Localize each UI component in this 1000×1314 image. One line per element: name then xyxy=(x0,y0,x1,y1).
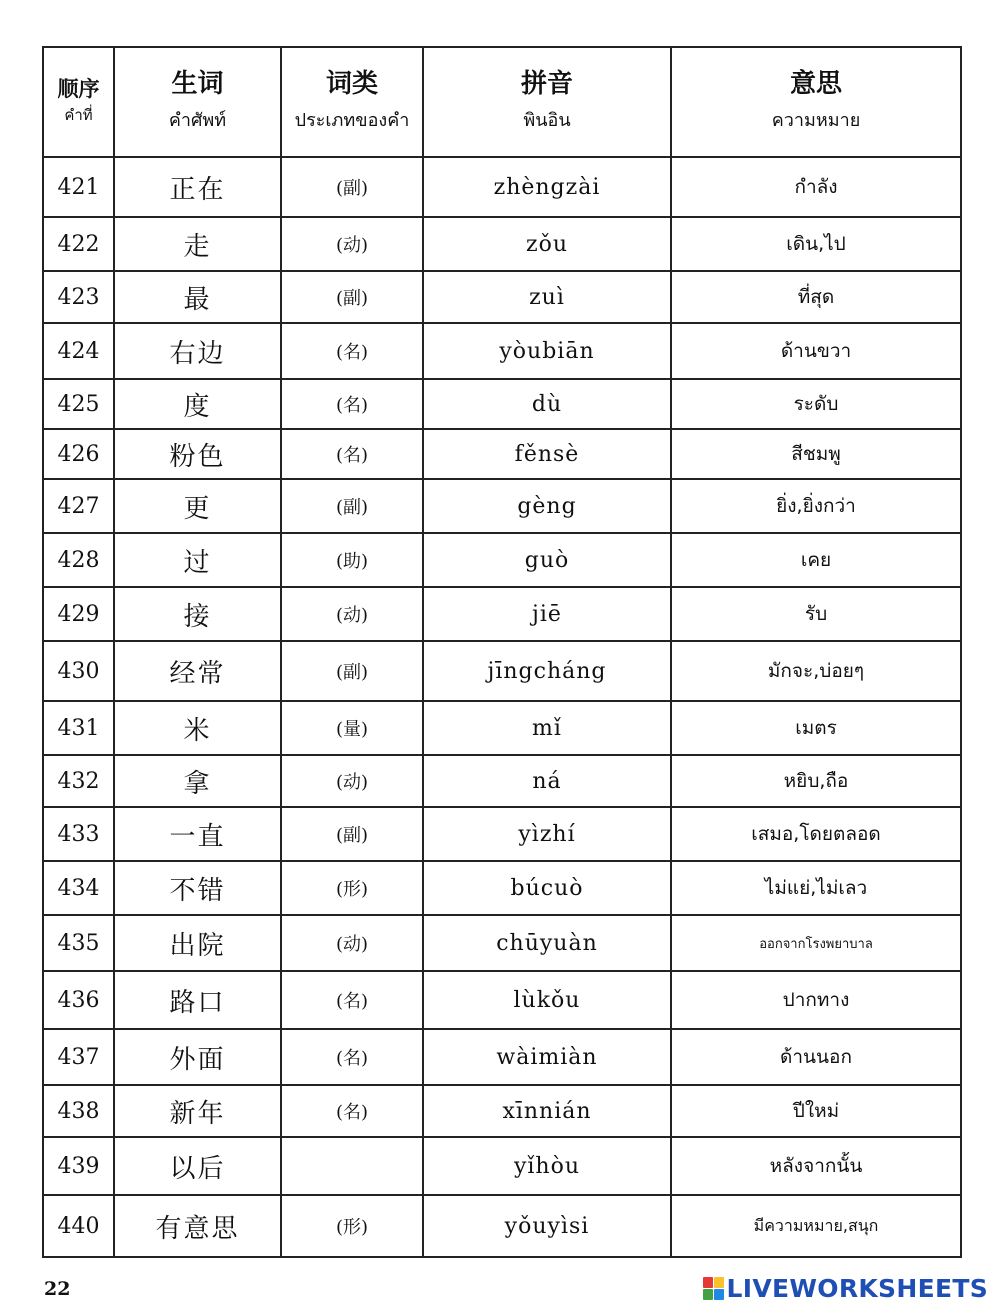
row-word-type: (名) xyxy=(281,323,423,379)
table-row xyxy=(43,271,961,323)
table-row xyxy=(43,807,961,861)
row-pinyin: wàimiàn xyxy=(423,1029,671,1085)
row-pinyin: zǒu xyxy=(423,217,671,271)
row-number: 429 xyxy=(43,587,114,641)
table-row xyxy=(43,1195,961,1257)
row-word: 以后 xyxy=(114,1137,281,1195)
row-word: 米 xyxy=(114,701,281,755)
row-number: 427 xyxy=(43,479,114,533)
row-number: 428 xyxy=(43,533,114,587)
row-word-type: (副) xyxy=(281,157,423,217)
row-word-type: (名) xyxy=(281,1085,423,1137)
row-word-type: (副) xyxy=(281,641,423,701)
row-word: 过 xyxy=(114,533,281,587)
row-word: 走 xyxy=(114,217,281,271)
table-row xyxy=(43,479,961,533)
row-word-type: (助) xyxy=(281,533,423,587)
row-number: 423 xyxy=(43,271,114,323)
row-word: 外面 xyxy=(114,1029,281,1085)
row-meaning: เดิน,ไป xyxy=(671,217,961,271)
row-word-type: (形) xyxy=(281,1195,423,1257)
row-word: 路口 xyxy=(114,971,281,1029)
row-number: 438 xyxy=(43,1085,114,1137)
row-number: 432 xyxy=(43,755,114,807)
row-word: 粉色 xyxy=(114,429,281,479)
row-pinyin: jiē xyxy=(423,587,671,641)
header-type-zh: 词类 xyxy=(325,68,378,99)
row-number: 426 xyxy=(43,429,114,479)
row-number: 440 xyxy=(43,1195,114,1257)
liveworksheets-logo xyxy=(703,1274,988,1303)
row-meaning: สีชมพู xyxy=(671,429,961,479)
header-order xyxy=(43,47,114,157)
table-row xyxy=(43,533,961,587)
row-meaning: หลังจากนั้น xyxy=(671,1137,961,1195)
row-meaning: ระดับ xyxy=(671,379,961,429)
row-meaning: ออกจากโรงพยาบาล xyxy=(671,915,961,971)
table-row xyxy=(43,217,961,271)
row-word: 出院 xyxy=(114,915,281,971)
row-word: 更 xyxy=(114,479,281,533)
row-pinyin: xīnnián xyxy=(423,1085,671,1137)
table-row xyxy=(43,323,961,379)
row-word: 不错 xyxy=(114,861,281,915)
row-meaning: ปีใหม่ xyxy=(671,1085,961,1137)
logo-square-yellow xyxy=(714,1277,724,1288)
row-number: 430 xyxy=(43,641,114,701)
row-word: 度 xyxy=(114,379,281,429)
table-row xyxy=(43,701,961,755)
table-row xyxy=(43,1137,961,1195)
row-word: 一直 xyxy=(114,807,281,861)
header-meaning-zh: 意思 xyxy=(789,68,842,99)
header-order-th: คำที่ xyxy=(64,106,93,125)
row-meaning: ที่สุด xyxy=(671,271,961,323)
header-word-zh: 生词 xyxy=(171,68,224,99)
row-pinyin: chūyuàn xyxy=(423,915,671,971)
table-row xyxy=(43,429,961,479)
header-pinyin xyxy=(423,47,671,157)
table-row xyxy=(43,861,961,915)
row-word-type: (动) xyxy=(281,755,423,807)
row-meaning: ไม่แย่,ไม่เลว xyxy=(671,861,961,915)
row-word-type: (动) xyxy=(281,217,423,271)
row-word-type: (动) xyxy=(281,915,423,971)
row-word-type: (副) xyxy=(281,807,423,861)
row-pinyin: búcuò xyxy=(423,861,671,915)
header-pinyin-th: พินอิน xyxy=(523,110,571,132)
row-number: 431 xyxy=(43,701,114,755)
row-number: 439 xyxy=(43,1137,114,1195)
row-pinyin: yǐhòu xyxy=(423,1137,671,1195)
row-number: 437 xyxy=(43,1029,114,1085)
row-pinyin: gèng xyxy=(423,479,671,533)
header-type xyxy=(281,47,423,157)
page-number: 22 xyxy=(44,1278,71,1300)
row-word-type: (名) xyxy=(281,379,423,429)
row-pinyin: zuì xyxy=(423,271,671,323)
table-row xyxy=(43,1029,961,1085)
row-number: 421 xyxy=(43,157,114,217)
table-row xyxy=(43,915,961,971)
header-meaning-th: ความหมาย xyxy=(771,110,861,132)
row-meaning: รับ xyxy=(671,587,961,641)
row-word-type: (名) xyxy=(281,971,423,1029)
row-word: 有意思 xyxy=(114,1195,281,1257)
table-row xyxy=(43,157,961,217)
row-number: 436 xyxy=(43,971,114,1029)
row-word-type: (名) xyxy=(281,429,423,479)
table-row xyxy=(43,587,961,641)
row-word-type: (形) xyxy=(281,861,423,915)
row-meaning: หยิบ,ถือ xyxy=(671,755,961,807)
header-pinyin-zh: 拼音 xyxy=(520,68,573,99)
vocabulary-table xyxy=(42,46,962,1258)
row-word-type: (副) xyxy=(281,271,423,323)
header-order-zh: 顺序 xyxy=(57,75,100,101)
row-pinyin: guò xyxy=(423,533,671,587)
row-word: 正在 xyxy=(114,157,281,217)
table-row xyxy=(43,641,961,701)
row-meaning: ปากทาง xyxy=(671,971,961,1029)
row-word-type: (名) xyxy=(281,1029,423,1085)
row-pinyin: fěnsè xyxy=(423,429,671,479)
logo-square-blue xyxy=(714,1289,724,1300)
table-row xyxy=(43,379,961,429)
logo-squares-icon xyxy=(703,1277,724,1300)
row-word-type xyxy=(281,1137,423,1195)
row-number: 422 xyxy=(43,217,114,271)
row-pinyin: mǐ xyxy=(423,701,671,755)
row-number: 435 xyxy=(43,915,114,971)
row-word-type: (动) xyxy=(281,587,423,641)
row-word: 右边 xyxy=(114,323,281,379)
row-pinyin: yòubiān xyxy=(423,323,671,379)
row-meaning: มีความหมาย,สนุก xyxy=(671,1195,961,1257)
header-meaning xyxy=(671,47,961,157)
row-word: 新年 xyxy=(114,1085,281,1137)
row-word: 经常 xyxy=(114,641,281,701)
row-meaning: ด้านขวา xyxy=(671,323,961,379)
row-pinyin: lùkǒu xyxy=(423,971,671,1029)
row-pinyin: jīngcháng xyxy=(423,641,671,701)
logo-text: LIVEWORKSHEETS xyxy=(726,1274,988,1303)
row-number: 434 xyxy=(43,861,114,915)
header-type-th: ประเภทของคำ xyxy=(294,110,410,132)
row-word: 最 xyxy=(114,271,281,323)
row-meaning: เมตร xyxy=(671,701,961,755)
header-word-th: คำศัพท์ xyxy=(168,110,227,132)
row-number: 425 xyxy=(43,379,114,429)
row-word: 拿 xyxy=(114,755,281,807)
row-meaning: เสมอ,โดยตลอด xyxy=(671,807,961,861)
table-row xyxy=(43,1085,961,1137)
row-number: 424 xyxy=(43,323,114,379)
row-pinyin: ná xyxy=(423,755,671,807)
row-pinyin: zhèngzài xyxy=(423,157,671,217)
logo-square-green xyxy=(703,1289,713,1300)
row-meaning: เคย xyxy=(671,533,961,587)
table-row xyxy=(43,971,961,1029)
row-word-type: (副) xyxy=(281,479,423,533)
row-pinyin: dù xyxy=(423,379,671,429)
table-row xyxy=(43,755,961,807)
row-meaning: กำลัง xyxy=(671,157,961,217)
row-meaning: มักจะ,บ่อยๆ xyxy=(671,641,961,701)
row-meaning: ยิ่ง,ยิ่งกว่า xyxy=(671,479,961,533)
row-word-type: (量) xyxy=(281,701,423,755)
row-pinyin: yìzhí xyxy=(423,807,671,861)
row-word: 接 xyxy=(114,587,281,641)
table-header xyxy=(43,47,961,157)
row-number: 433 xyxy=(43,807,114,861)
row-pinyin: yǒuyìsi xyxy=(423,1195,671,1257)
header-word xyxy=(114,47,281,157)
logo-square-red xyxy=(703,1277,713,1288)
table-body xyxy=(43,157,961,1257)
row-meaning: ด้านนอก xyxy=(671,1029,961,1085)
